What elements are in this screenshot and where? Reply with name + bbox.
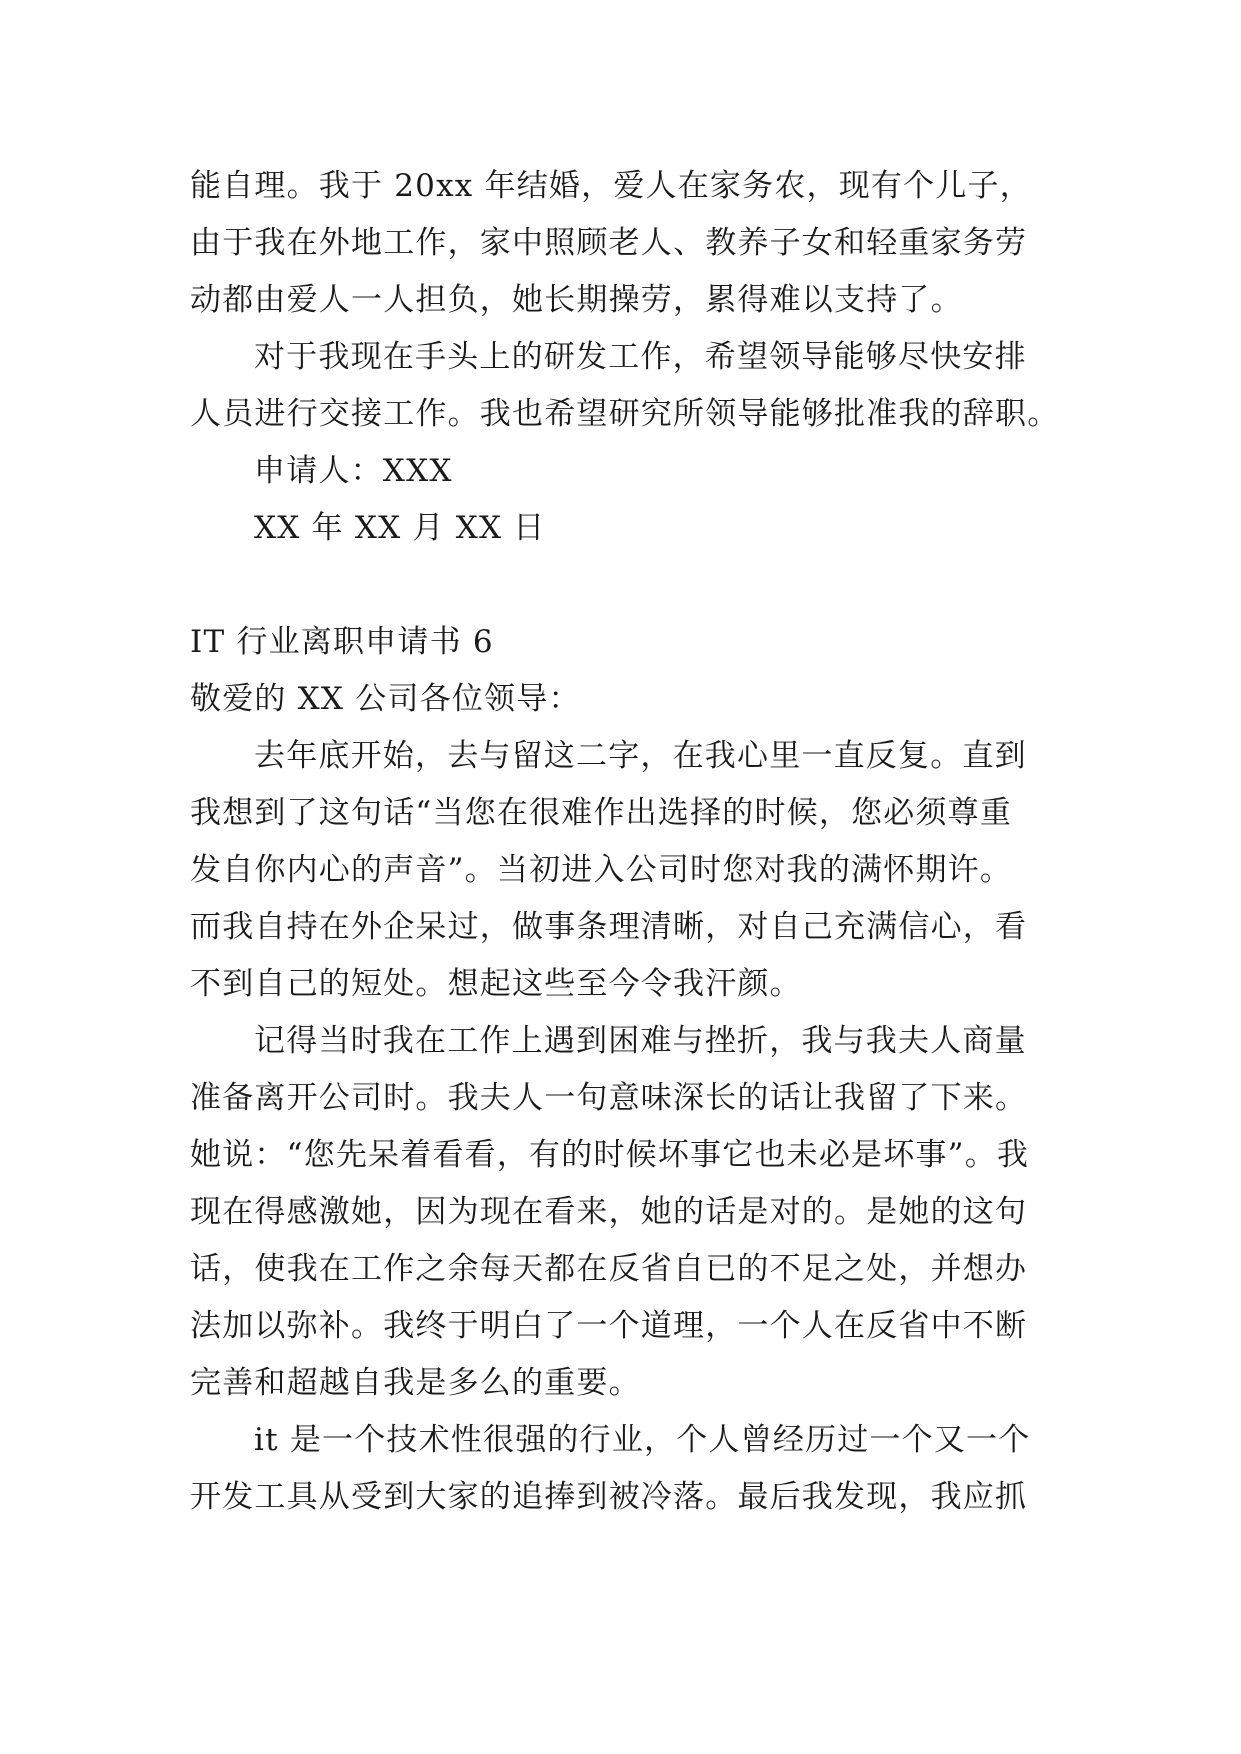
text-line: 现在得感激她，因为现在看来，她的话是对的。是她的这句 <box>190 1194 1028 1230</box>
text-line: 动都由爱人一人担负，她长期操劳，累得难以支持了。 <box>190 282 963 318</box>
salutation: 敬爱的 XX 公司各位领导： <box>190 681 581 717</box>
text-line: 不到自己的短处。想起这些至今令我汗颜。 <box>190 966 802 1002</box>
text-line: 记得当时我在工作上遇到困难与挫折，我与我夫人商量 <box>254 1023 1027 1059</box>
text-line: 完善和超越自我是多么的重要。 <box>190 1365 641 1401</box>
text-line: 能自理。我于 20xx 年结婚，爱人在家务农，现有个儿子， <box>190 168 1032 204</box>
text-line: 发自你内心的声音”。当初进入公司时您对我的满怀期许。 <box>190 852 1013 888</box>
text-line: 她说：“您先呆着看看，有的时候坏事它也未必是坏事”。我 <box>190 1137 1030 1173</box>
applicant-signature: 申请人：XXX <box>254 453 453 489</box>
text-line: 对于我现在手头上的研发工作，希望领导能够尽快安排 <box>254 339 1027 375</box>
text-line: 开发工具从受到大家的追捧到被冷落。最后我发现，我应抓 <box>190 1479 1028 1515</box>
text-line: 准备离开公司时。我夫人一句意味深长的话让我留了下来。 <box>190 1080 1028 1116</box>
text-line: 去年底开始，去与留这二字，在我心里一直反复。直到 <box>254 738 1027 774</box>
text-line: 我想到了这句话“当您在很难作出选择的时候，您必须尊重 <box>190 795 1013 831</box>
text-line: 人员进行交接工作。我也希望研究所领导能够批准我的辞职。 <box>190 396 1060 432</box>
section-title: IT 行业离职申请书 6 <box>190 624 494 660</box>
section-spacer <box>190 557 1060 614</box>
text-line: 由于我在外地工作，家中照顾老人、教养子女和轻重家务劳 <box>190 225 1028 261</box>
signature-date: XX 年 XX 月 XX 日 <box>254 510 546 546</box>
document-body <box>190 158 1060 1526</box>
text-line: it 是一个技术性很强的行业，个人曾经历过一个又一个 <box>254 1422 1031 1458</box>
text-line: 而我自持在外企呆过，做事条理清晰，对自己充满信心，看 <box>190 909 1028 945</box>
text-line: 法加以弥补。我终于明白了一个道理，一个人在反省中不断 <box>190 1308 1028 1344</box>
text-line: 话，使我在工作之余每天都在反省自已的不足之处，并想办 <box>190 1251 1028 1287</box>
